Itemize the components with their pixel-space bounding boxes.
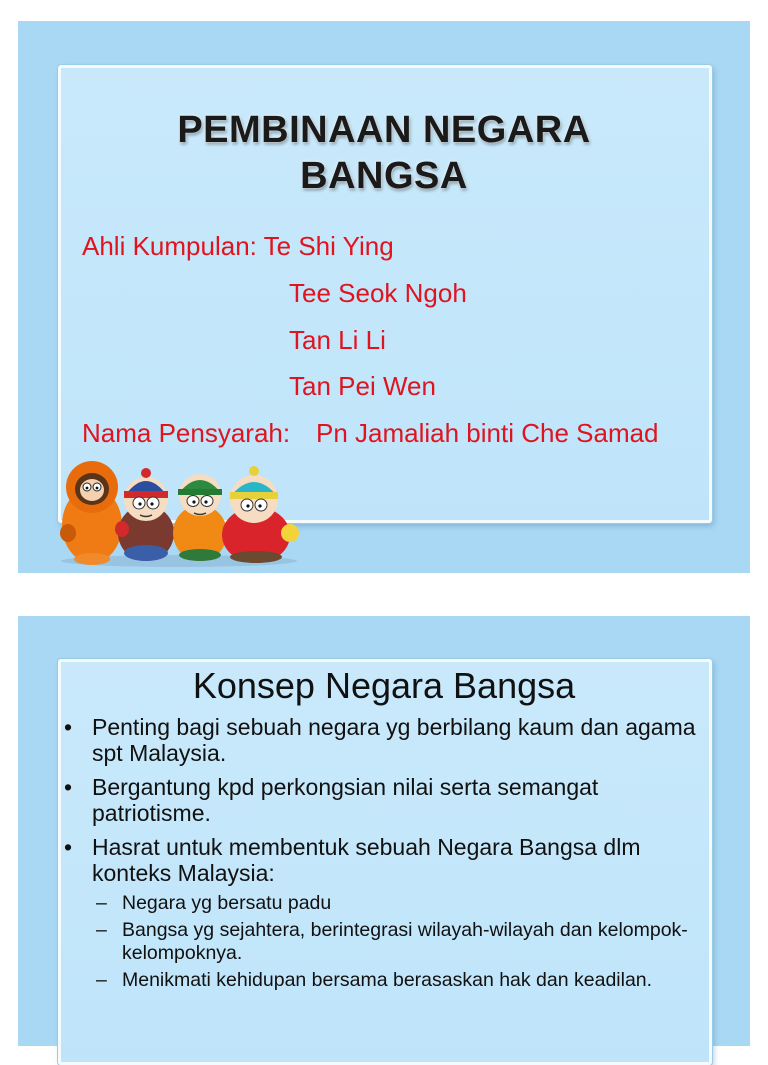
members-label: Ahli Kumpulan: Te Shi Ying [82,231,394,261]
title-line-2: BANGSA [300,155,468,197]
slide-1 [18,21,750,573]
title-line-1: PEMBINAAN NEGARA [177,109,591,151]
slide-2 [18,616,750,1046]
bullet-list [64,714,704,1000]
member-name-4: Tan Pei Wen [289,371,436,401]
bullet-item: • Penting bagi sebuah negara yg berbilang kaum dan agama spt Malaysia. [64,714,704,766]
bullet-item: • Bergantung kpd perkongsian nilai serta semangat patriotisme. [64,774,704,826]
member-name-2: Tee Seok Ngoh [289,278,467,308]
bullet-item: • Hasrat untuk membentuk sebuah Negara Bangsa dlm konteks Malaysia: – Negara yg bersatu padu – Bangsa yg sejahtera, berintegrasi wilayah-wilayah dan kelompok-kelompoknya. – Menikmati kehidupan bersama berasaskan hak dan keadilan. [64,834,704,992]
slide-2-title: Konsep Negara Bangsa [192,665,576,706]
sub-bullet-list [92,892,704,992]
sub-bullet-item: – Negara yg bersatu padu [90,892,704,915]
slide-1-title [18,107,750,199]
sub-bullet-item: – Menikmati kehidupan bersama berasaskan hak dan keadilan. [90,969,704,992]
lecturer-label: Nama Pensyarah: [82,418,291,448]
cartoon-characters-figurines-icon [54,447,304,567]
sub-bullet-item: – Bangsa yg sejahtera, berintegrasi wilayah-wilayah dan kelompok-kelompoknya. [90,919,704,965]
lecturer-name: Pn Jamaliah binti Che Samad [316,418,659,448]
member-name-3: Tan Li Li [289,325,386,355]
